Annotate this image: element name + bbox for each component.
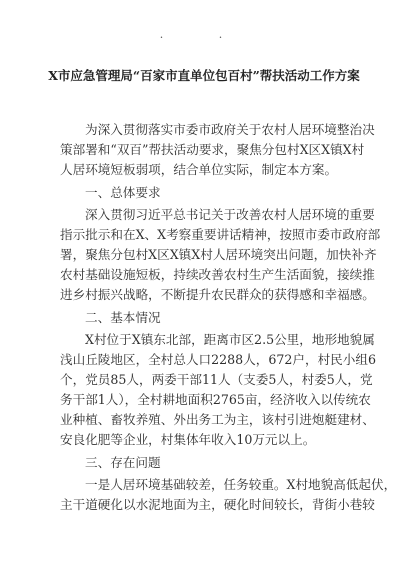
text-line: 一是人居环境基础较差，任务较重。X村地貌高低起伏，	[85, 476, 397, 492]
text-line: 务干部1人），全村耕地面积2765亩，经济收入以传统农	[60, 392, 371, 408]
text-line: 进乡村振兴战略，不断提升农民群众的获得感和幸福感。	[60, 287, 375, 303]
document-title: X市应急管理局“百家市直单位包百村”帮扶活动工作方案	[48, 68, 360, 83]
section-heading-3: 三、存在问题	[85, 454, 161, 470]
text-line: 指示批示和在X、X考察重要讲话精神，按照市委市政府部	[60, 226, 381, 242]
intro-paragraph	[60, 120, 375, 181]
text-line: 策部署和“双百”帮扶活动要求，聚焦分包村X区X镇X村	[60, 142, 365, 158]
text-line: 安良化肥等企业，村集体年收入10万元以上。	[60, 432, 316, 448]
text-line: X村位于X镇东北部，距离市区2.5公里，地形地貌属	[85, 331, 375, 347]
text-line: 个，党员85人，两委干部11人（支委5人，村委5人，党	[60, 371, 373, 387]
section-1-paragraph	[60, 205, 381, 306]
section-2-paragraph	[60, 330, 376, 451]
document-body	[60, 120, 397, 515]
text-line: 业种植、畜牧养殖、外出务工为主，该村引进炮艇建材、	[60, 412, 375, 428]
text-line: 主干道硬化以水泥地面为主，硬化时间较长，背街小巷较	[60, 496, 375, 512]
text-line: 浅山丘陵地区，全村总人口2288人，672户，村民小组6	[60, 351, 376, 367]
section-3-paragraph	[60, 475, 397, 515]
text-line: 深入贯彻习近平总书记关于改善农村人居环境的重要	[85, 206, 375, 222]
section-heading-2: 二、基本情况	[85, 309, 161, 325]
section-heading-1: 一、总体要求	[85, 184, 161, 200]
text-line: 农村基础设施短板，持续改善农村生产生活面貌，接续推	[60, 267, 375, 283]
text-line: 为深入贯彻落实市委市政府关于农村人居环境整治决	[85, 122, 375, 137]
header-marks: · ·	[159, 31, 249, 44]
text-line: 人居环境短板弱项，结合单位实际，制定本方案。	[60, 162, 338, 178]
text-line: 署，聚焦分包村X区X镇X村人居环境突出问题，加快补齐	[60, 246, 377, 262]
